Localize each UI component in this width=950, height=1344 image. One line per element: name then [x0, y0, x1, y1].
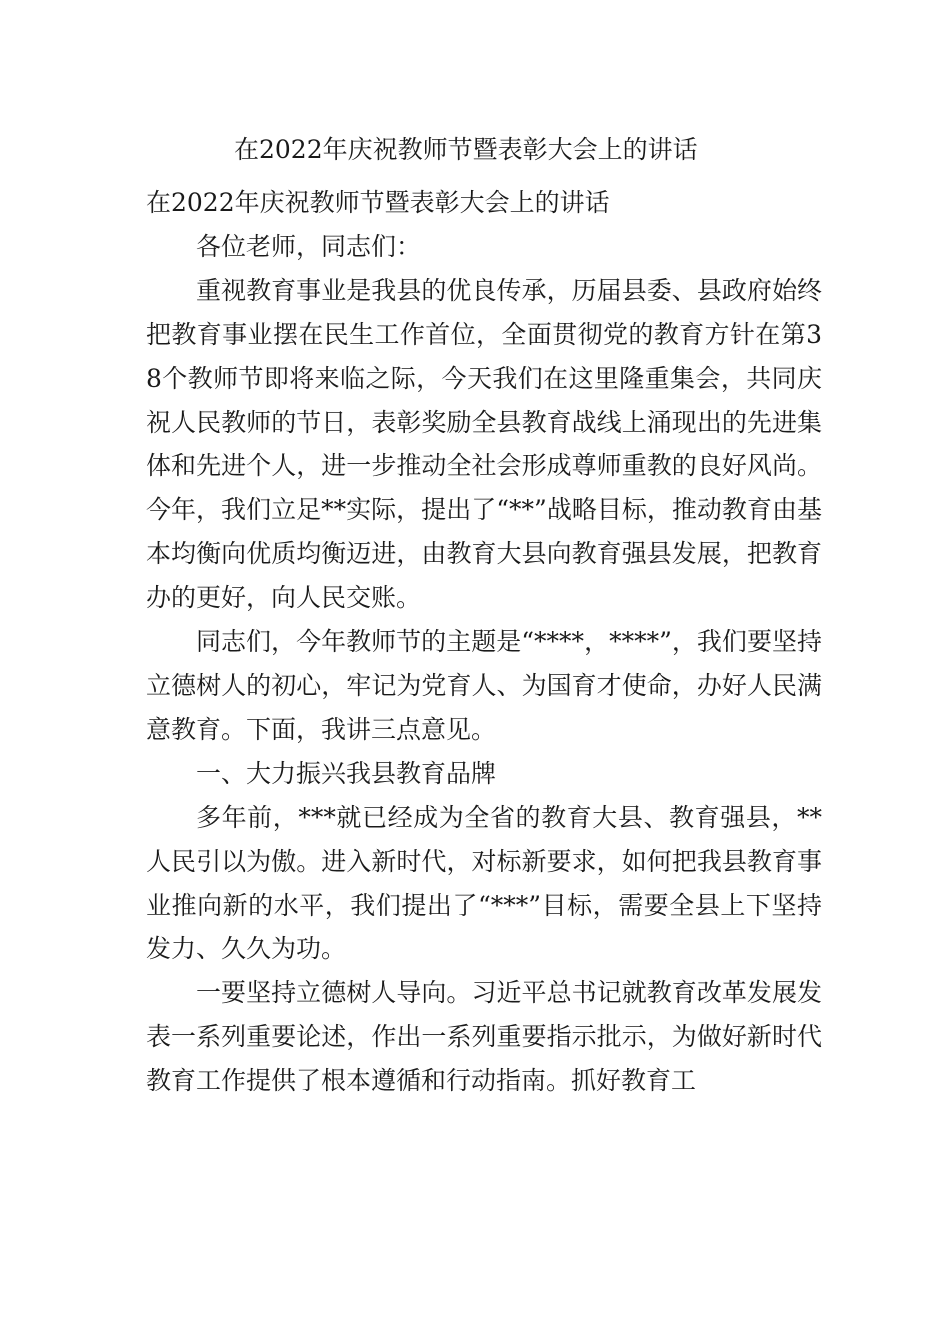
paragraph-body: 重视教育事业是我县的优良传承，历届县委、县政府始终把教育事业摆在民生工作首位，全面贯彻党的教育方针在第38个教师节即将来临之际，今天我们在这里隆重集会，共同庆祝人民教师的节日，表彰奖励全县教育战线上涌现出的先进集体和先进个人，进一步推动全社会形成尊师重教的良好风尚。今年，我们立足**实际，提出了“**”战略目标，推动教育由基本均衡向优质均衡迈进，由教育大县向教育强县发展，把教育办的更好，向人民交账。	[146, 275, 822, 613]
document-title: 在2022年庆祝教师节暨表彰大会上的讲话	[234, 135, 698, 164]
paragraph-body: 一要坚持立德树人导向。习近平总书记就教育改革发展发表一系列重要论述，作出一系列重要指示批示，为做好新时代教育工作提供了根本遵循和行动指南。抓好教育工	[146, 978, 822, 1096]
section-heading: 一、大力振兴我县教育品牌	[196, 758, 497, 788]
paragraph-body: 多年前，***就已经成为全省的教育大县、教育强县，**人民引以为傲。进入新时代，对标新要求，如何把我县教育事业推向新的水平，我们提出了“***”目标，需要全县上下坚持发力、久久为功。	[146, 802, 822, 964]
paragraph-salutation: 各位老师，同志们：	[196, 231, 422, 261]
document-body	[146, 181, 822, 1103]
paragraph-body: 同志们，今年教师节的主题是“****，****”，我们要坚持立德树人的初心，牢记为党育人、为国育才使命，办好人民满意教育。下面，我讲三点意见。	[146, 627, 822, 744]
paragraph-subtitle: 在2022年庆祝教师节暨表彰大会上的讲话	[146, 188, 610, 217]
